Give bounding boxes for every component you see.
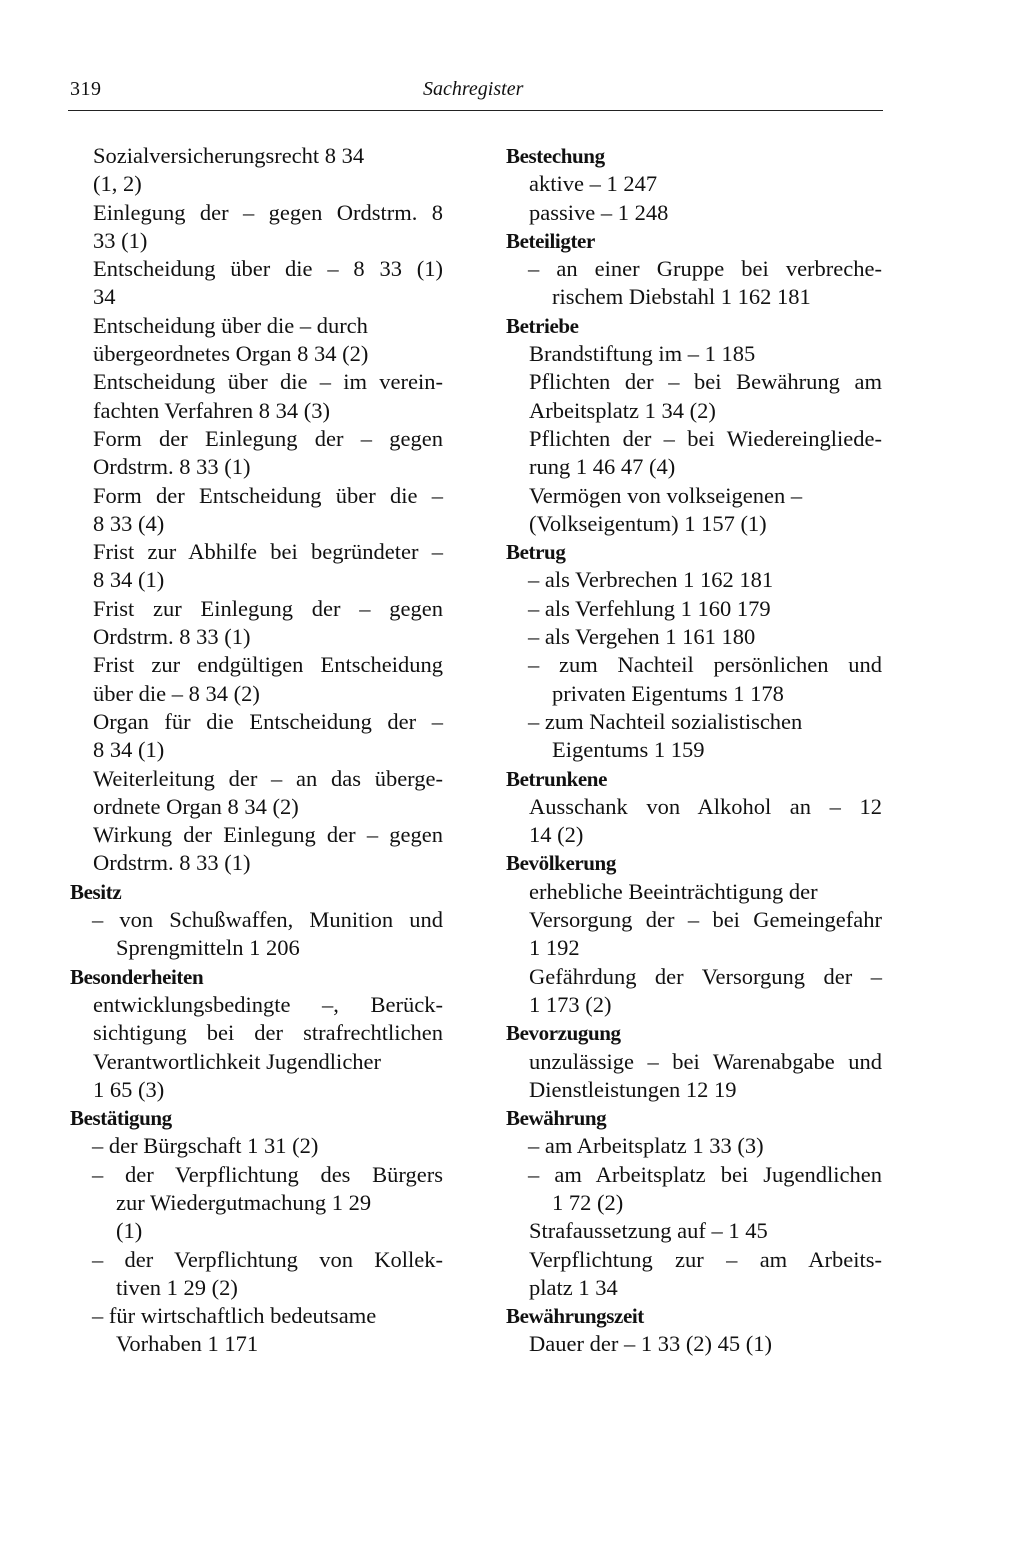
index-entry: Sozialversicherungsrecht 8 34 xyxy=(93,143,365,168)
index-entry: (1, 2) xyxy=(93,171,142,197)
index-entry: passive – 1 248 xyxy=(529,199,669,225)
page-header xyxy=(68,78,883,111)
index-heading: Bewährungszeit xyxy=(506,1304,644,1329)
index-entry: Verantwortlichkeit Jugendlicher xyxy=(93,1048,382,1074)
index-entry: 1 72 (2) xyxy=(552,1189,624,1215)
index-entry: Wirkung der Einlegung der – gegen xyxy=(93,822,443,848)
index-entry: Weiterleitung der – an das überge- xyxy=(93,765,443,791)
index-entry: Brandstiftung im – 1 185 xyxy=(529,341,756,367)
index-heading: Bestechung xyxy=(506,144,605,168)
index-entry: Einlegung der – gegen Ordstrm. 8 xyxy=(93,199,443,225)
index-entry: Ordstrm. 8 33 (1) xyxy=(93,454,251,480)
index-entry: Dienstleistungen 12 19 xyxy=(529,1076,737,1102)
index-heading: Betriebe xyxy=(506,313,579,338)
index-heading: Besitz xyxy=(70,879,122,904)
index-heading: Bevorzugung xyxy=(506,1021,621,1046)
index-entry: Versorgung der – bei Gemeingefahr xyxy=(529,907,882,933)
index-entry: – als Vergehen 1 161 180 xyxy=(528,624,756,650)
index-entry: über die – 8 34 (2) xyxy=(93,680,260,706)
index-entry: rung 1 46 47 (4) xyxy=(529,454,676,480)
index-entry: Entscheidung über die – im verein- xyxy=(93,369,443,395)
index-heading: Bewährung xyxy=(506,1106,607,1131)
index-entry: 34 xyxy=(93,284,116,310)
index-entry: Entscheidung über die – 8 33 (1) xyxy=(93,256,443,282)
index-entry: Organ für die Entscheidung der – xyxy=(93,708,443,734)
index-entry: fachten Verfahren 8 34 (3) xyxy=(93,397,330,423)
index-entry: Sprengmitteln 1 206 xyxy=(116,935,300,961)
running-title: Sachregister xyxy=(423,78,524,100)
index-entry: erhebliche Beeinträchtigung der xyxy=(529,878,818,904)
index-entry: zur Wiedergutmachung 1 29 xyxy=(116,1189,372,1215)
index-entry: Form der Entscheidung über die – xyxy=(93,482,443,508)
index-entry: sichtigung bei der strafrechtlichen xyxy=(93,1020,443,1046)
index-entry: 1 173 (2) xyxy=(529,991,612,1017)
index-entry: – zum Nachteil persönlichen und xyxy=(528,652,882,678)
index-entry: Ordstrm. 8 33 (1) xyxy=(93,850,251,876)
index-entry: Strafaussetzung auf – 1 45 xyxy=(529,1218,768,1244)
index-entry: – am Arbeitsplatz 1 33 (3) xyxy=(528,1133,764,1159)
index-entry: Arbeitsplatz 1 34 (2) xyxy=(529,397,716,423)
index-entry: – für wirtschaftlich bedeutsame xyxy=(92,1303,377,1329)
index-entry: tiven 1 29 (2) xyxy=(116,1274,238,1300)
index-heading: Betrug xyxy=(506,540,566,565)
index-entry: 33 (1) xyxy=(93,227,148,253)
index-column-left xyxy=(70,142,445,1359)
index-entry: 1 65 (3) xyxy=(93,1076,165,1102)
index-entry: Ausschank von Alkohol an – 12 xyxy=(529,793,882,819)
index-entry: übergeordnetes Organ 8 34 (2) xyxy=(93,341,369,367)
index-entry: – als Verbrechen 1 162 181 xyxy=(528,567,774,593)
index-heading: Bevölkerung xyxy=(506,851,616,876)
index-entry: Frist zur Einlegung der – gegen xyxy=(93,595,443,621)
index-heading: Bestätigung xyxy=(70,1106,172,1131)
index-entry: – an einer Gruppe bei verbreche- xyxy=(528,256,882,282)
index-entry: 14 (2) xyxy=(529,822,584,848)
index-entry: – zum Nachteil sozialistischen xyxy=(528,708,803,734)
index-entry: (1) xyxy=(116,1218,143,1244)
index-entry: entwicklungsbedingte –, Berück- xyxy=(93,991,443,1017)
index-entry: rischem Diebstahl 1 162 181 xyxy=(552,284,811,310)
index-entry: Gefährdung der Versorgung der – xyxy=(529,963,882,989)
index-entry: Pflichten der – bei Wiedereingliede- xyxy=(529,425,882,451)
index-entry: – als Verfehlung 1 160 179 xyxy=(528,595,771,621)
index-entry: 8 33 (4) xyxy=(93,510,165,536)
index-entry: – der Bürgschaft 1 31 (2) xyxy=(92,1133,319,1159)
index-column-right xyxy=(506,142,884,1359)
index-entry: Form der Einlegung der – gegen xyxy=(93,425,443,451)
index-entry: 1 192 xyxy=(529,935,580,961)
index-entry: Vermögen von volkseigenen – xyxy=(529,482,803,508)
index-entry: Frist zur endgültigen Entscheidung xyxy=(93,652,443,678)
index-entry: Verpflichtung zur – am Arbeits- xyxy=(529,1246,882,1272)
index-entry: Entscheidung über die – durch xyxy=(93,312,368,338)
index-entry: Vorhaben 1 171 xyxy=(116,1331,259,1357)
index-entry: ordnete Organ 8 34 (2) xyxy=(93,793,299,819)
index-entry: – der Verpflichtung des Bürgers xyxy=(92,1161,443,1187)
index-heading: Betrunkene xyxy=(506,766,608,791)
index-heading: Beteiligter xyxy=(506,228,595,253)
index-heading: Besonderheiten xyxy=(70,964,204,989)
index-entry: 8 34 (1) xyxy=(93,737,165,763)
page-number: 319 xyxy=(70,78,102,100)
index-entry: Pflichten der – bei Bewährung am xyxy=(529,369,882,395)
index-entry: – am Arbeitsplatz bei Jugendlichen xyxy=(528,1161,882,1187)
index-entry: Ordstrm. 8 33 (1) xyxy=(93,624,251,650)
index-entry: Dauer der – 1 33 (2) 45 (1) xyxy=(529,1331,773,1357)
index-entry: privaten Eigentums 1 178 xyxy=(552,680,784,706)
index-entry: aktive – 1 247 xyxy=(529,171,658,197)
index-entry: Eigentums 1 159 xyxy=(552,737,705,763)
index-entry: unzulässige – bei Warenabgabe und xyxy=(529,1048,882,1074)
index-entry: (Volkseigentum) 1 157 (1) xyxy=(529,510,767,536)
index-entry: Frist zur Abhilfe bei begründeter – xyxy=(93,539,443,565)
index-entry: – der Verpflichtung von Kollek- xyxy=(92,1246,443,1272)
index-entry: 8 34 (1) xyxy=(93,567,165,593)
index-entry: platz 1 34 xyxy=(529,1274,618,1300)
index-entry: – von Schußwaffen, Munition und xyxy=(92,907,443,933)
